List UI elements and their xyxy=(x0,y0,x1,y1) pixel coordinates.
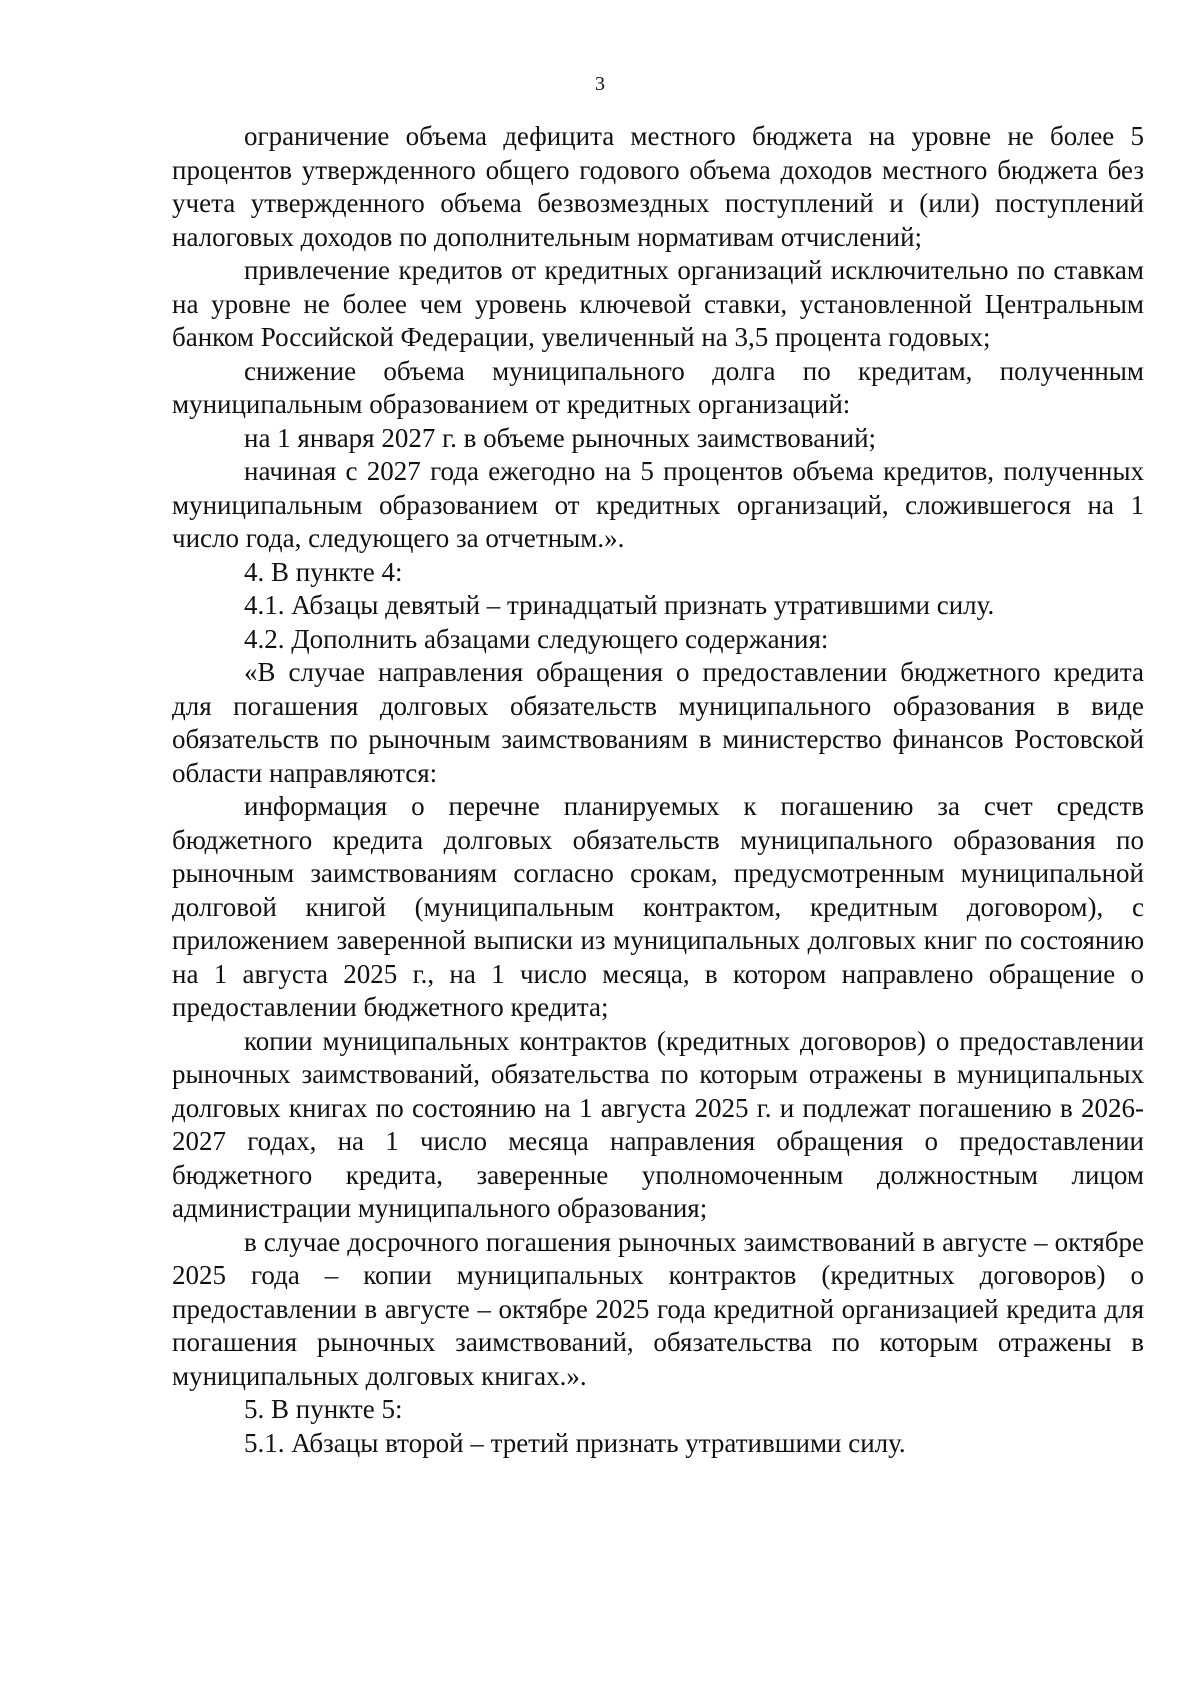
paragraph-jan-2027: на 1 января 2027 г. в объеме рыночных заимствований; xyxy=(244,422,877,453)
paragraph-item-4: 4. В пункте 4: xyxy=(244,556,403,587)
paragraph-budget-credit-request: «В случае направления обращения о предоставлении бюджетного кредита для погашения долговых обязательств муниципального образования в виде обязательств по рыночным заимствованиям в министерство финансов Ростовской области направляются: xyxy=(172,657,1144,788)
page-number: 3 xyxy=(595,73,605,95)
paragraph-credit-attraction: привлечение кредитов от кредитных организаций исключительно по ставкам на уровне не более чем уровень ключевой ставки, установленной Центральным банком Российской Федерации, увеличенный на 3,5 процента годовых; xyxy=(172,255,1144,352)
paragraph-debt-reduction: снижение объема муниципального долга по кредитам, полученным муниципальным образованием от кредитных организаций: xyxy=(172,355,1144,419)
paragraph-annual-reduction: начиная с 2027 года ежегодно на 5 процентов объема кредитов, полученных муниципальным образованием от кредитных организаций, сложившегося на 1 число года, следующего за отчетным.». xyxy=(172,456,1144,553)
paragraph-item-4-1: 4.1. Абзацы девятый – тринадцатый признать утратившими силу. xyxy=(244,590,995,620)
paragraph-item-4-2: 4.2. Дополнить абзацами следующего содержания: xyxy=(244,623,829,654)
paragraph-deficit-limit: ограничение объема дефицита местного бюджета на уровне не более 5 процентов утвержденного общего годового объема доходов местного бюджета без учета утвержденного объема безвозмездных поступлений и (или) поступлений налоговых доходов по дополнительным нормативам отчислений; xyxy=(172,121,1144,252)
paragraph-item-5-1: 5.1. Абзацы второй – третий признать утратившими силу. xyxy=(244,1427,906,1458)
paragraph-obligations-info: информация о перечне планируемых к погашению за счет средств бюджетного кредита долговых обязательств муниципального образования по рыночным заимствованиям согласно срокам, предусмотренным муниципальной долговой книгой (муниципальным контрактом, кредитным договором), с приложением заверенной выписки из муниципальных долговых книг по состоянию на 1 августа 2025 г., на 1 число месяца, в котором направлено обращение о предоставлении бюджетного кредита; xyxy=(172,791,1144,1022)
paragraph-item-5: 5. В пункте 5: xyxy=(244,1394,403,1424)
paragraph-contract-copies: копии муниципальных контрактов (кредитных договоров) о предоставлении рыночных заимствований, обязательства по которым отражены в муниципальных долговых книгах по состоянию на 1 августа 2025 г. и подлежат погашению в 2026-2027 годах, на 1 число месяца направления обращения о предоставлении бюджетного кредита, заверенные уполномоченным должностным лицом администрации муниципального образования; xyxy=(172,1025,1144,1223)
paragraph-early-repayment: в случае досрочного погашения рыночных заимствований в августе – октябре 2025 года – копии муниципальных контрактов (кредитных договоров) о предоставлении в августе – октябре 2025 года кредитной организацией кредита для погашения рыночных заимствований, обязательства по которым отражены в муниципальных долговых книгах.». xyxy=(172,1226,1144,1391)
document-body xyxy=(172,120,1144,1460)
